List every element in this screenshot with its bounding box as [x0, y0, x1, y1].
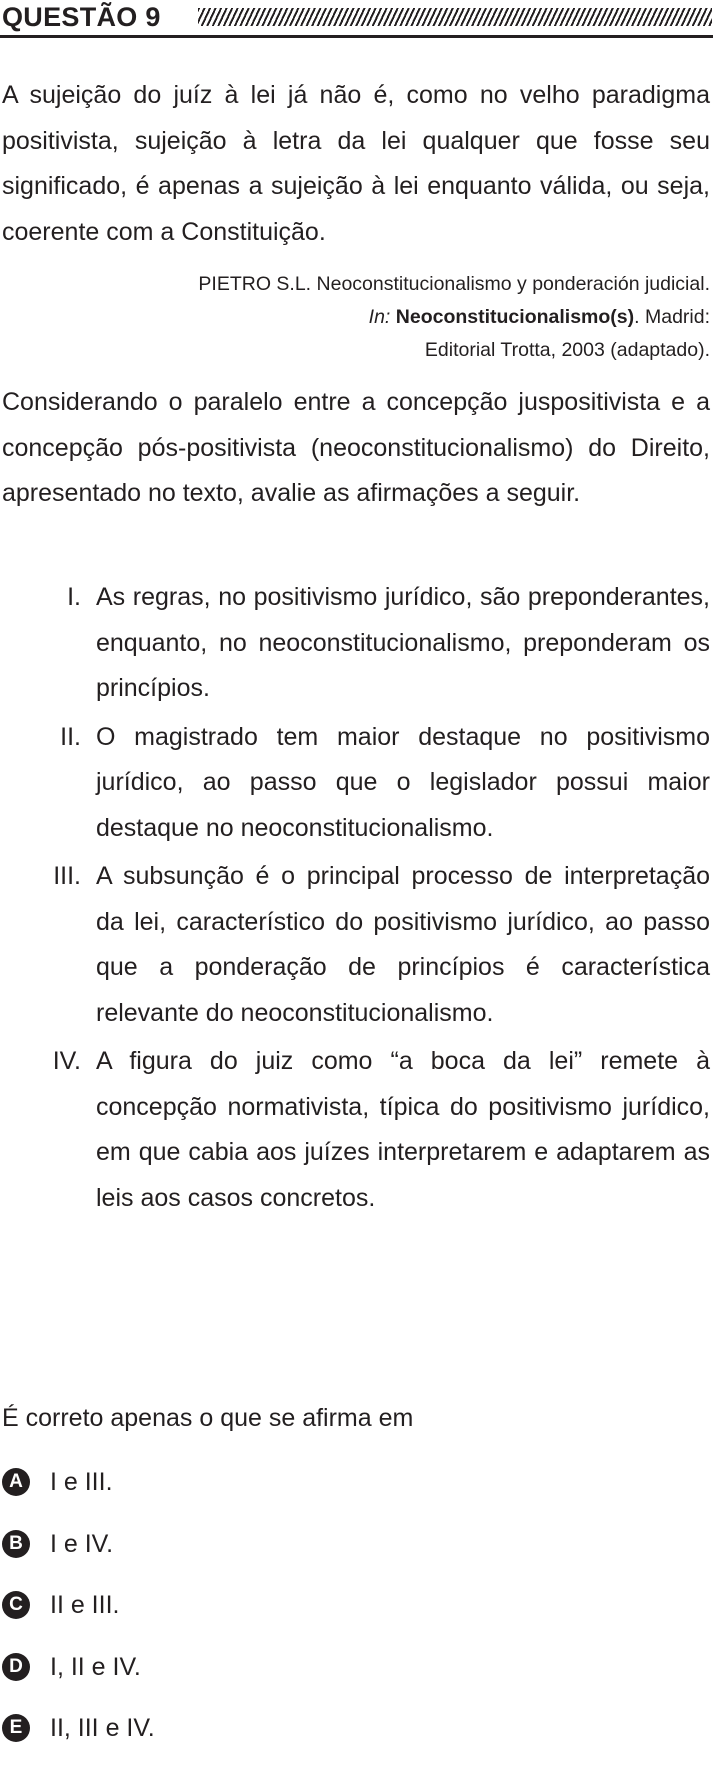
- statement-item: [0, 715, 713, 852]
- citation-line-1: PIETRO S.L. Neoconstitucionalismo y ponderación judicial.: [198, 273, 710, 295]
- statement-text: A subsunção é o principal processo de interpretação da lei, característico do positivismo jurídico, ao passo que a ponderação de princípios é característica relevante do neoconstitucionalismo.: [96, 862, 710, 1027]
- option-letter-a-icon: A: [2, 1468, 30, 1496]
- answer-option-e[interactable]: [0, 1710, 713, 1772]
- statement-number: II.: [60, 722, 81, 751]
- option-text: II, III e IV.: [50, 1714, 155, 1742]
- prompt-text: Considerando o paralelo entre a concepção juspositivista e a concepção pós-positivista (neoconstitucionalismo) do Direito, apresentado no texto, avalie as afirmações a seguir.: [2, 388, 710, 507]
- citation: [70, 268, 710, 367]
- statement-text: A figura do juiz como “a boca da lei” remete à concepção normativista, típica do positivismo jurídico, em que cabia aos juízes interpretarem e adaptarem as leis aos casos concretos.: [96, 1047, 710, 1212]
- option-letter-d-icon: D: [2, 1653, 30, 1681]
- question-title: QUESTÃO 9: [2, 2, 161, 32]
- statement-number: IV.: [52, 1047, 81, 1075]
- citation-work-title: Neoconstitucionalismo(s): [395, 306, 635, 328]
- option-text: II e III.: [50, 1591, 120, 1619]
- statement-item: [0, 575, 713, 712]
- option-text: I, II e IV.: [50, 1652, 141, 1681]
- citation-line-2: [70, 301, 710, 334]
- statement-item: [0, 854, 713, 1036]
- answer-option-c[interactable]: [0, 1587, 713, 1649]
- answer-option-a[interactable]: [0, 1464, 713, 1526]
- header-rule: [0, 35, 713, 38]
- option-text: I e III.: [50, 1468, 113, 1496]
- answer-options: [0, 1464, 713, 1772]
- option-text: I e IV.: [50, 1529, 114, 1558]
- statement-text: As regras, no positivismo jurídico, são preponderantes, enquanto, no neoconstitucionalismo, preponderam os princípios.: [96, 583, 710, 702]
- option-letter-e-icon: E: [2, 1714, 30, 1742]
- citation-line-3: Editorial Trotta, 2003 (adaptado).: [424, 339, 710, 361]
- answer-option-b[interactable]: [0, 1526, 713, 1588]
- passage-text: A sujeição do juíz à lei já não é, como no velho paradigma positivista, sujeição à letra da lei qualquer que fosse seu significado, é apenas a sujeição à lei enquanto válida, ou seja, coerente com a Constituição.: [2, 81, 710, 246]
- question-stem: É correto apenas o que se afirma em: [2, 1404, 414, 1432]
- statement-list: [0, 575, 713, 1221]
- statement-item: [0, 1039, 713, 1221]
- header-hatch-decoration: [198, 8, 712, 26]
- question-header: [0, 0, 713, 40]
- option-letter-c-icon: C: [2, 1591, 30, 1619]
- statement-number: I.: [67, 583, 81, 611]
- answer-option-d[interactable]: [0, 1649, 713, 1711]
- statement-text: O magistrado tem maior destaque no positivismo jurídico, ao passo que o legislador possui maior destaque no neoconstitucionalismo.: [96, 722, 710, 842]
- citation-in-label: In:: [368, 306, 391, 328]
- citation-publisher-place: . Madrid:: [634, 306, 710, 328]
- statement-number: III.: [53, 862, 81, 890]
- option-letter-b-icon: B: [2, 1530, 30, 1558]
